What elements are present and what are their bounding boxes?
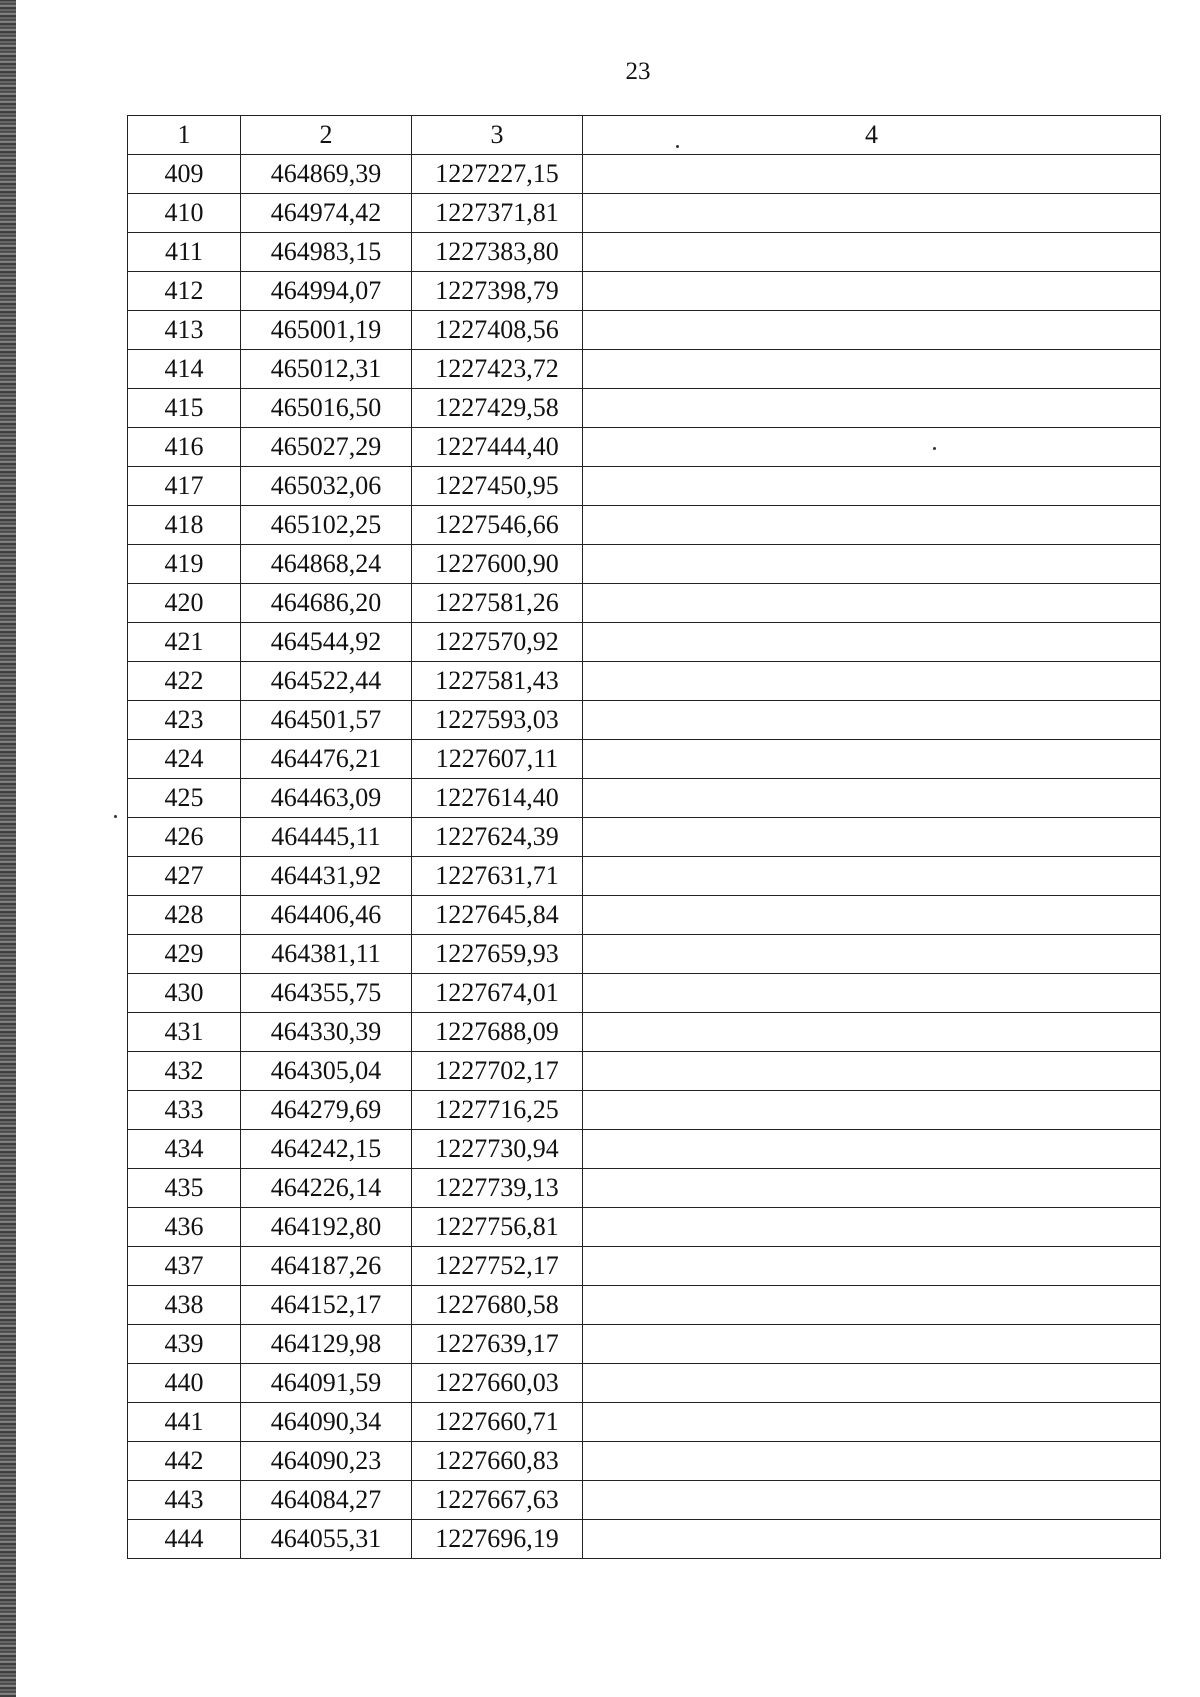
table-row: [128, 1403, 1161, 1442]
x-coordinate-cell: 464226,14: [241, 1169, 412, 1208]
y-coordinate-cell: 1227688,09: [412, 1013, 583, 1052]
point-number-cell: 443: [128, 1481, 241, 1520]
x-coordinate-cell: 464355,75: [241, 974, 412, 1013]
x-coordinate-cell: 465027,29: [241, 428, 412, 467]
note-cell: [583, 389, 1161, 428]
point-number-cell: 433: [128, 1091, 241, 1130]
x-coordinate-cell: 464187,26: [241, 1247, 412, 1286]
table-row: [128, 311, 1161, 350]
note-cell: [583, 311, 1161, 350]
note-cell: [583, 857, 1161, 896]
table-body: [128, 155, 1161, 1559]
point-number-cell: 444: [128, 1520, 241, 1559]
point-number-cell: 415: [128, 389, 241, 428]
point-number-cell: 413: [128, 311, 241, 350]
table-row: [128, 701, 1161, 740]
note-cell: [583, 1208, 1161, 1247]
point-number-cell: 436: [128, 1208, 241, 1247]
note-cell: [583, 467, 1161, 506]
table-row: [128, 350, 1161, 389]
point-number-cell: 435: [128, 1169, 241, 1208]
x-coordinate-cell: 465012,31: [241, 350, 412, 389]
point-number-cell: 423: [128, 701, 241, 740]
x-coordinate-cell: 464152,17: [241, 1286, 412, 1325]
x-coordinate-cell: 464055,31: [241, 1520, 412, 1559]
scan-dot: [933, 447, 936, 450]
table-row: [128, 545, 1161, 584]
note-cell: [583, 1013, 1161, 1052]
y-coordinate-cell: 1227600,90: [412, 545, 583, 584]
y-coordinate-cell: 1227680,58: [412, 1286, 583, 1325]
table-row: [128, 1247, 1161, 1286]
point-number-cell: 440: [128, 1364, 241, 1403]
page-number: 23: [625, 58, 651, 85]
x-coordinate-cell: 464192,80: [241, 1208, 412, 1247]
table-row: [128, 155, 1161, 194]
table-row: [128, 1130, 1161, 1169]
note-cell: [583, 1520, 1161, 1559]
table-row: [128, 779, 1161, 818]
table-row: [128, 272, 1161, 311]
x-coordinate-cell: 464522,44: [241, 662, 412, 701]
table-row: [128, 974, 1161, 1013]
note-cell: [583, 701, 1161, 740]
y-coordinate-cell: 1227593,03: [412, 701, 583, 740]
y-coordinate-cell: 1227607,11: [412, 740, 583, 779]
column-header-4: 4: [583, 116, 1161, 155]
y-coordinate-cell: 1227371,81: [412, 194, 583, 233]
note-cell: [583, 350, 1161, 389]
note-cell: [583, 1286, 1161, 1325]
point-number-cell: 442: [128, 1442, 241, 1481]
note-cell: [583, 194, 1161, 233]
column-header-1: 1: [128, 116, 241, 155]
note-cell: [583, 1091, 1161, 1130]
point-number-cell: 412: [128, 272, 241, 311]
point-number-cell: 429: [128, 935, 241, 974]
table-row: [128, 428, 1161, 467]
note-cell: [583, 1364, 1161, 1403]
table-row: [128, 896, 1161, 935]
x-coordinate-cell: 465001,19: [241, 311, 412, 350]
y-coordinate-cell: 1227739,13: [412, 1169, 583, 1208]
note-cell: [583, 1325, 1161, 1364]
note-cell: [583, 974, 1161, 1013]
scan-dot: [676, 145, 679, 148]
note-cell: [583, 1481, 1161, 1520]
point-number-cell: 439: [128, 1325, 241, 1364]
table-row: [128, 584, 1161, 623]
x-coordinate-cell: 464974,42: [241, 194, 412, 233]
point-number-cell: 421: [128, 623, 241, 662]
x-coordinate-cell: 464501,57: [241, 701, 412, 740]
table-row: [128, 389, 1161, 428]
table-row: [128, 857, 1161, 896]
x-coordinate-cell: 464463,09: [241, 779, 412, 818]
coordinates-table: [127, 115, 1161, 1559]
point-number-cell: 419: [128, 545, 241, 584]
y-coordinate-cell: 1227660,03: [412, 1364, 583, 1403]
y-coordinate-cell: 1227383,80: [412, 233, 583, 272]
y-coordinate-cell: 1227429,58: [412, 389, 583, 428]
column-header-2: 2: [241, 116, 412, 155]
scan-dot: [114, 815, 117, 818]
y-coordinate-cell: 1227639,17: [412, 1325, 583, 1364]
note-cell: [583, 818, 1161, 857]
x-coordinate-cell: 464445,11: [241, 818, 412, 857]
note-cell: [583, 1052, 1161, 1091]
y-coordinate-cell: 1227696,19: [412, 1520, 583, 1559]
y-coordinate-cell: 1227546,66: [412, 506, 583, 545]
note-cell: [583, 1442, 1161, 1481]
y-coordinate-cell: 1227674,01: [412, 974, 583, 1013]
point-number-cell: 432: [128, 1052, 241, 1091]
point-number-cell: 431: [128, 1013, 241, 1052]
note-cell: [583, 896, 1161, 935]
x-coordinate-cell: 464090,23: [241, 1442, 412, 1481]
table-row: [128, 233, 1161, 272]
table-row: [128, 506, 1161, 545]
table-row: [128, 818, 1161, 857]
x-coordinate-cell: 464242,15: [241, 1130, 412, 1169]
y-coordinate-cell: 1227660,71: [412, 1403, 583, 1442]
table-row: [128, 1091, 1161, 1130]
point-number-cell: 424: [128, 740, 241, 779]
point-number-cell: 427: [128, 857, 241, 896]
note-cell: [583, 233, 1161, 272]
y-coordinate-cell: 1227408,56: [412, 311, 583, 350]
table-row: [128, 1013, 1161, 1052]
y-coordinate-cell: 1227444,40: [412, 428, 583, 467]
x-coordinate-cell: 464330,39: [241, 1013, 412, 1052]
x-coordinate-cell: 464279,69: [241, 1091, 412, 1130]
x-coordinate-cell: 464129,98: [241, 1325, 412, 1364]
note-cell: [583, 155, 1161, 194]
x-coordinate-cell: 464381,11: [241, 935, 412, 974]
note-cell: [583, 662, 1161, 701]
point-number-cell: 437: [128, 1247, 241, 1286]
point-number-cell: 426: [128, 818, 241, 857]
point-number-cell: 441: [128, 1403, 241, 1442]
note-cell: [583, 740, 1161, 779]
note-cell: [583, 779, 1161, 818]
point-number-cell: 438: [128, 1286, 241, 1325]
note-cell: [583, 623, 1161, 662]
point-number-cell: 417: [128, 467, 241, 506]
table-row: [128, 1442, 1161, 1481]
table-row: [128, 467, 1161, 506]
note-cell: [583, 428, 1161, 467]
table-row: [128, 1481, 1161, 1520]
y-coordinate-cell: 1227624,39: [412, 818, 583, 857]
table-row: [128, 1364, 1161, 1403]
x-coordinate-cell: 464544,92: [241, 623, 412, 662]
table-row: [128, 935, 1161, 974]
x-coordinate-cell: 464406,46: [241, 896, 412, 935]
note-cell: [583, 935, 1161, 974]
note-cell: [583, 545, 1161, 584]
note-cell: [583, 1130, 1161, 1169]
point-number-cell: 420: [128, 584, 241, 623]
y-coordinate-cell: 1227730,94: [412, 1130, 583, 1169]
x-coordinate-cell: 464476,21: [241, 740, 412, 779]
point-number-cell: 428: [128, 896, 241, 935]
y-coordinate-cell: 1227450,95: [412, 467, 583, 506]
y-coordinate-cell: 1227581,43: [412, 662, 583, 701]
y-coordinate-cell: 1227581,26: [412, 584, 583, 623]
table-header-row: [128, 116, 1161, 155]
table-row: [128, 1520, 1161, 1559]
point-number-cell: 425: [128, 779, 241, 818]
note-cell: [583, 1169, 1161, 1208]
point-number-cell: 411: [128, 233, 241, 272]
x-coordinate-cell: 465032,06: [241, 467, 412, 506]
x-coordinate-cell: 464090,34: [241, 1403, 412, 1442]
y-coordinate-cell: 1227752,17: [412, 1247, 583, 1286]
note-cell: [583, 272, 1161, 311]
note-cell: [583, 584, 1161, 623]
note-cell: [583, 1403, 1161, 1442]
x-coordinate-cell: 465102,25: [241, 506, 412, 545]
point-number-cell: 434: [128, 1130, 241, 1169]
table-row: [128, 623, 1161, 662]
x-coordinate-cell: 465016,50: [241, 389, 412, 428]
y-coordinate-cell: 1227631,71: [412, 857, 583, 896]
table-row: [128, 1169, 1161, 1208]
x-coordinate-cell: 464868,24: [241, 545, 412, 584]
note-cell: [583, 506, 1161, 545]
table-row: [128, 1325, 1161, 1364]
point-number-cell: 422: [128, 662, 241, 701]
table-row: [128, 1052, 1161, 1091]
y-coordinate-cell: 1227660,83: [412, 1442, 583, 1481]
y-coordinate-cell: 1227659,93: [412, 935, 583, 974]
scan-edge-artifact: [0, 0, 16, 1697]
point-number-cell: 418: [128, 506, 241, 545]
table-row: [128, 1208, 1161, 1247]
table-row: [128, 194, 1161, 233]
table-row: [128, 662, 1161, 701]
y-coordinate-cell: 1227398,79: [412, 272, 583, 311]
table-row: [128, 1286, 1161, 1325]
point-number-cell: 409: [128, 155, 241, 194]
y-coordinate-cell: 1227645,84: [412, 896, 583, 935]
y-coordinate-cell: 1227423,72: [412, 350, 583, 389]
x-coordinate-cell: 464431,92: [241, 857, 412, 896]
y-coordinate-cell: 1227227,15: [412, 155, 583, 194]
point-number-cell: 414: [128, 350, 241, 389]
y-coordinate-cell: 1227570,92: [412, 623, 583, 662]
x-coordinate-cell: 464305,04: [241, 1052, 412, 1091]
point-number-cell: 430: [128, 974, 241, 1013]
note-cell: [583, 1247, 1161, 1286]
point-number-cell: 416: [128, 428, 241, 467]
x-coordinate-cell: 464686,20: [241, 584, 412, 623]
x-coordinate-cell: 464091,59: [241, 1364, 412, 1403]
x-coordinate-cell: 464084,27: [241, 1481, 412, 1520]
table-row: [128, 740, 1161, 779]
x-coordinate-cell: 464983,15: [241, 233, 412, 272]
point-number-cell: 410: [128, 194, 241, 233]
y-coordinate-cell: 1227667,63: [412, 1481, 583, 1520]
column-header-3: 3: [412, 116, 583, 155]
y-coordinate-cell: 1227702,17: [412, 1052, 583, 1091]
y-coordinate-cell: 1227614,40: [412, 779, 583, 818]
y-coordinate-cell: 1227756,81: [412, 1208, 583, 1247]
y-coordinate-cell: 1227716,25: [412, 1091, 583, 1130]
x-coordinate-cell: 464869,39: [241, 155, 412, 194]
x-coordinate-cell: 464994,07: [241, 272, 412, 311]
